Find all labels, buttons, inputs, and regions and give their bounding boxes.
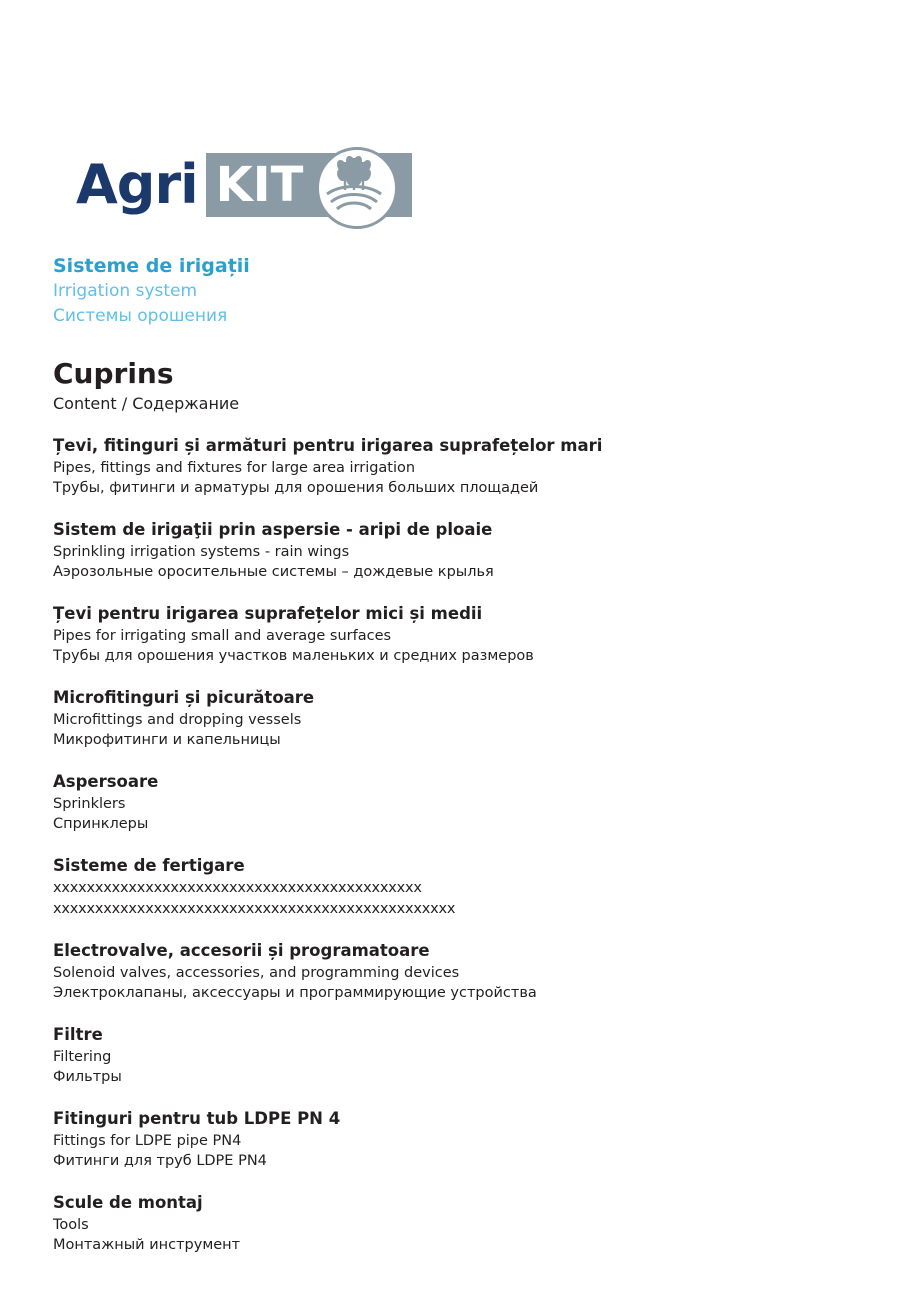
toc-entry-title-ru: Фитинги для труб LDPE PN4 [53,1153,267,1169]
toc-entry-title-en: Fittings for LDPE pipe PN4 [53,1133,242,1149]
toc-entry-title-ro: Microfitinguri și picurătoare [53,688,315,707]
toc-entry-title-en: Pipes for irrigating small and average surfaces [53,628,392,644]
logo-agri-text: Agri [76,153,198,216]
toc-entry-title-ru: Спринклеры [53,816,149,832]
list-item[interactable] [53,603,873,666]
list-item[interactable] [53,1108,873,1171]
toc-entry-title-ro: Aspersoare [53,772,159,791]
list-item[interactable] [53,940,873,1003]
list-item[interactable] [53,435,873,498]
page-title: Cuprins [53,357,174,390]
toc-entry-title-ro: Scule de montaj [53,1193,203,1212]
toc-entry-title-ru: Монтажный инструмент [53,1237,241,1253]
toc-entry-placeholder-ru: xxxxxxxxxxxxxxxxxxxxxxxxxxxxxxxxxxxxxxxxxxxxxxxx [53,901,456,917]
toc-entry-title-ru: Электроклапаны, аксессуары и программирующие устройства [53,985,537,1001]
toc-entry-title-ru: Трубы для орошения участков маленьких и средних размеров [53,648,534,664]
toc-entry-title-ro: Filtre [53,1025,103,1044]
toc-entry-title-ro: Fitinguri pentru tub LDPE PN 4 [53,1109,341,1128]
list-item[interactable] [53,771,873,834]
list-item[interactable] [53,1024,873,1087]
toc-entry-title-ro: Țevi pentru irigarea suprafețelor mici și medii [53,604,483,623]
section-title-ru: Системы орошения [53,306,228,326]
toc-entry-title-ro: Sisteme de fertigare [53,856,245,875]
section-title-en: Irrigation system [53,281,198,301]
toc-entry-title-en: Tools [53,1217,89,1233]
list-item[interactable] [53,519,873,582]
list-item[interactable] [53,1192,873,1255]
contents-subtitle: Content / Содержание [53,394,240,413]
toc-entry-title-ru: Аэрозольные оросительные системы – дождевые крылья [53,564,494,580]
toc-entry-title-ro: Țevi, fitinguri și armături pentru irigarea suprafețelor mari [53,436,603,455]
toc-entry-title-en: Microfittings and dropping vessels [53,712,302,728]
wheat-field-emblem-icon [316,147,398,229]
list-item[interactable] [53,687,873,750]
toc-entry-title-en: Sprinkling irrigation systems - rain wings [53,544,350,560]
toc-entry-title-en: Sprinklers [53,796,126,812]
logo-kit-text: KIT [215,157,304,213]
section-title-block [53,253,250,329]
toc-entry-title-ro: Electrovalve, accesorii și programatoare [53,941,430,960]
toc-entry-title-ru: Фильтры [53,1069,122,1085]
toc-entry-title-ru: Микрофитинги и капельницы [53,732,281,748]
toc-entry-title-en: Filtering [53,1049,112,1065]
list-item[interactable] [53,855,873,919]
logo-kit-block [206,153,412,217]
toc-entry-title-ru: Трубы, фитинги и арматуры для орошения больших площадей [53,480,539,496]
toc-entry-title-ro: Sistem de irigaţii prin aspersie - aripi de ploaie [53,520,493,539]
toc-entry-placeholder-en: xxxxxxxxxxxxxxxxxxxxxxxxxxxxxxxxxxxxxxxxxxxx [53,880,422,896]
toc-entry-title-en: Pipes, fittings and fixtures for large area irrigation [53,460,416,476]
section-title-ro: Sisteme de irigații [53,255,250,277]
contents-heading-block [53,358,239,415]
table-of-contents [53,435,873,1276]
brand-logo [76,148,412,222]
toc-entry-title-en: Solenoid valves, accessories, and programming devices [53,965,460,981]
